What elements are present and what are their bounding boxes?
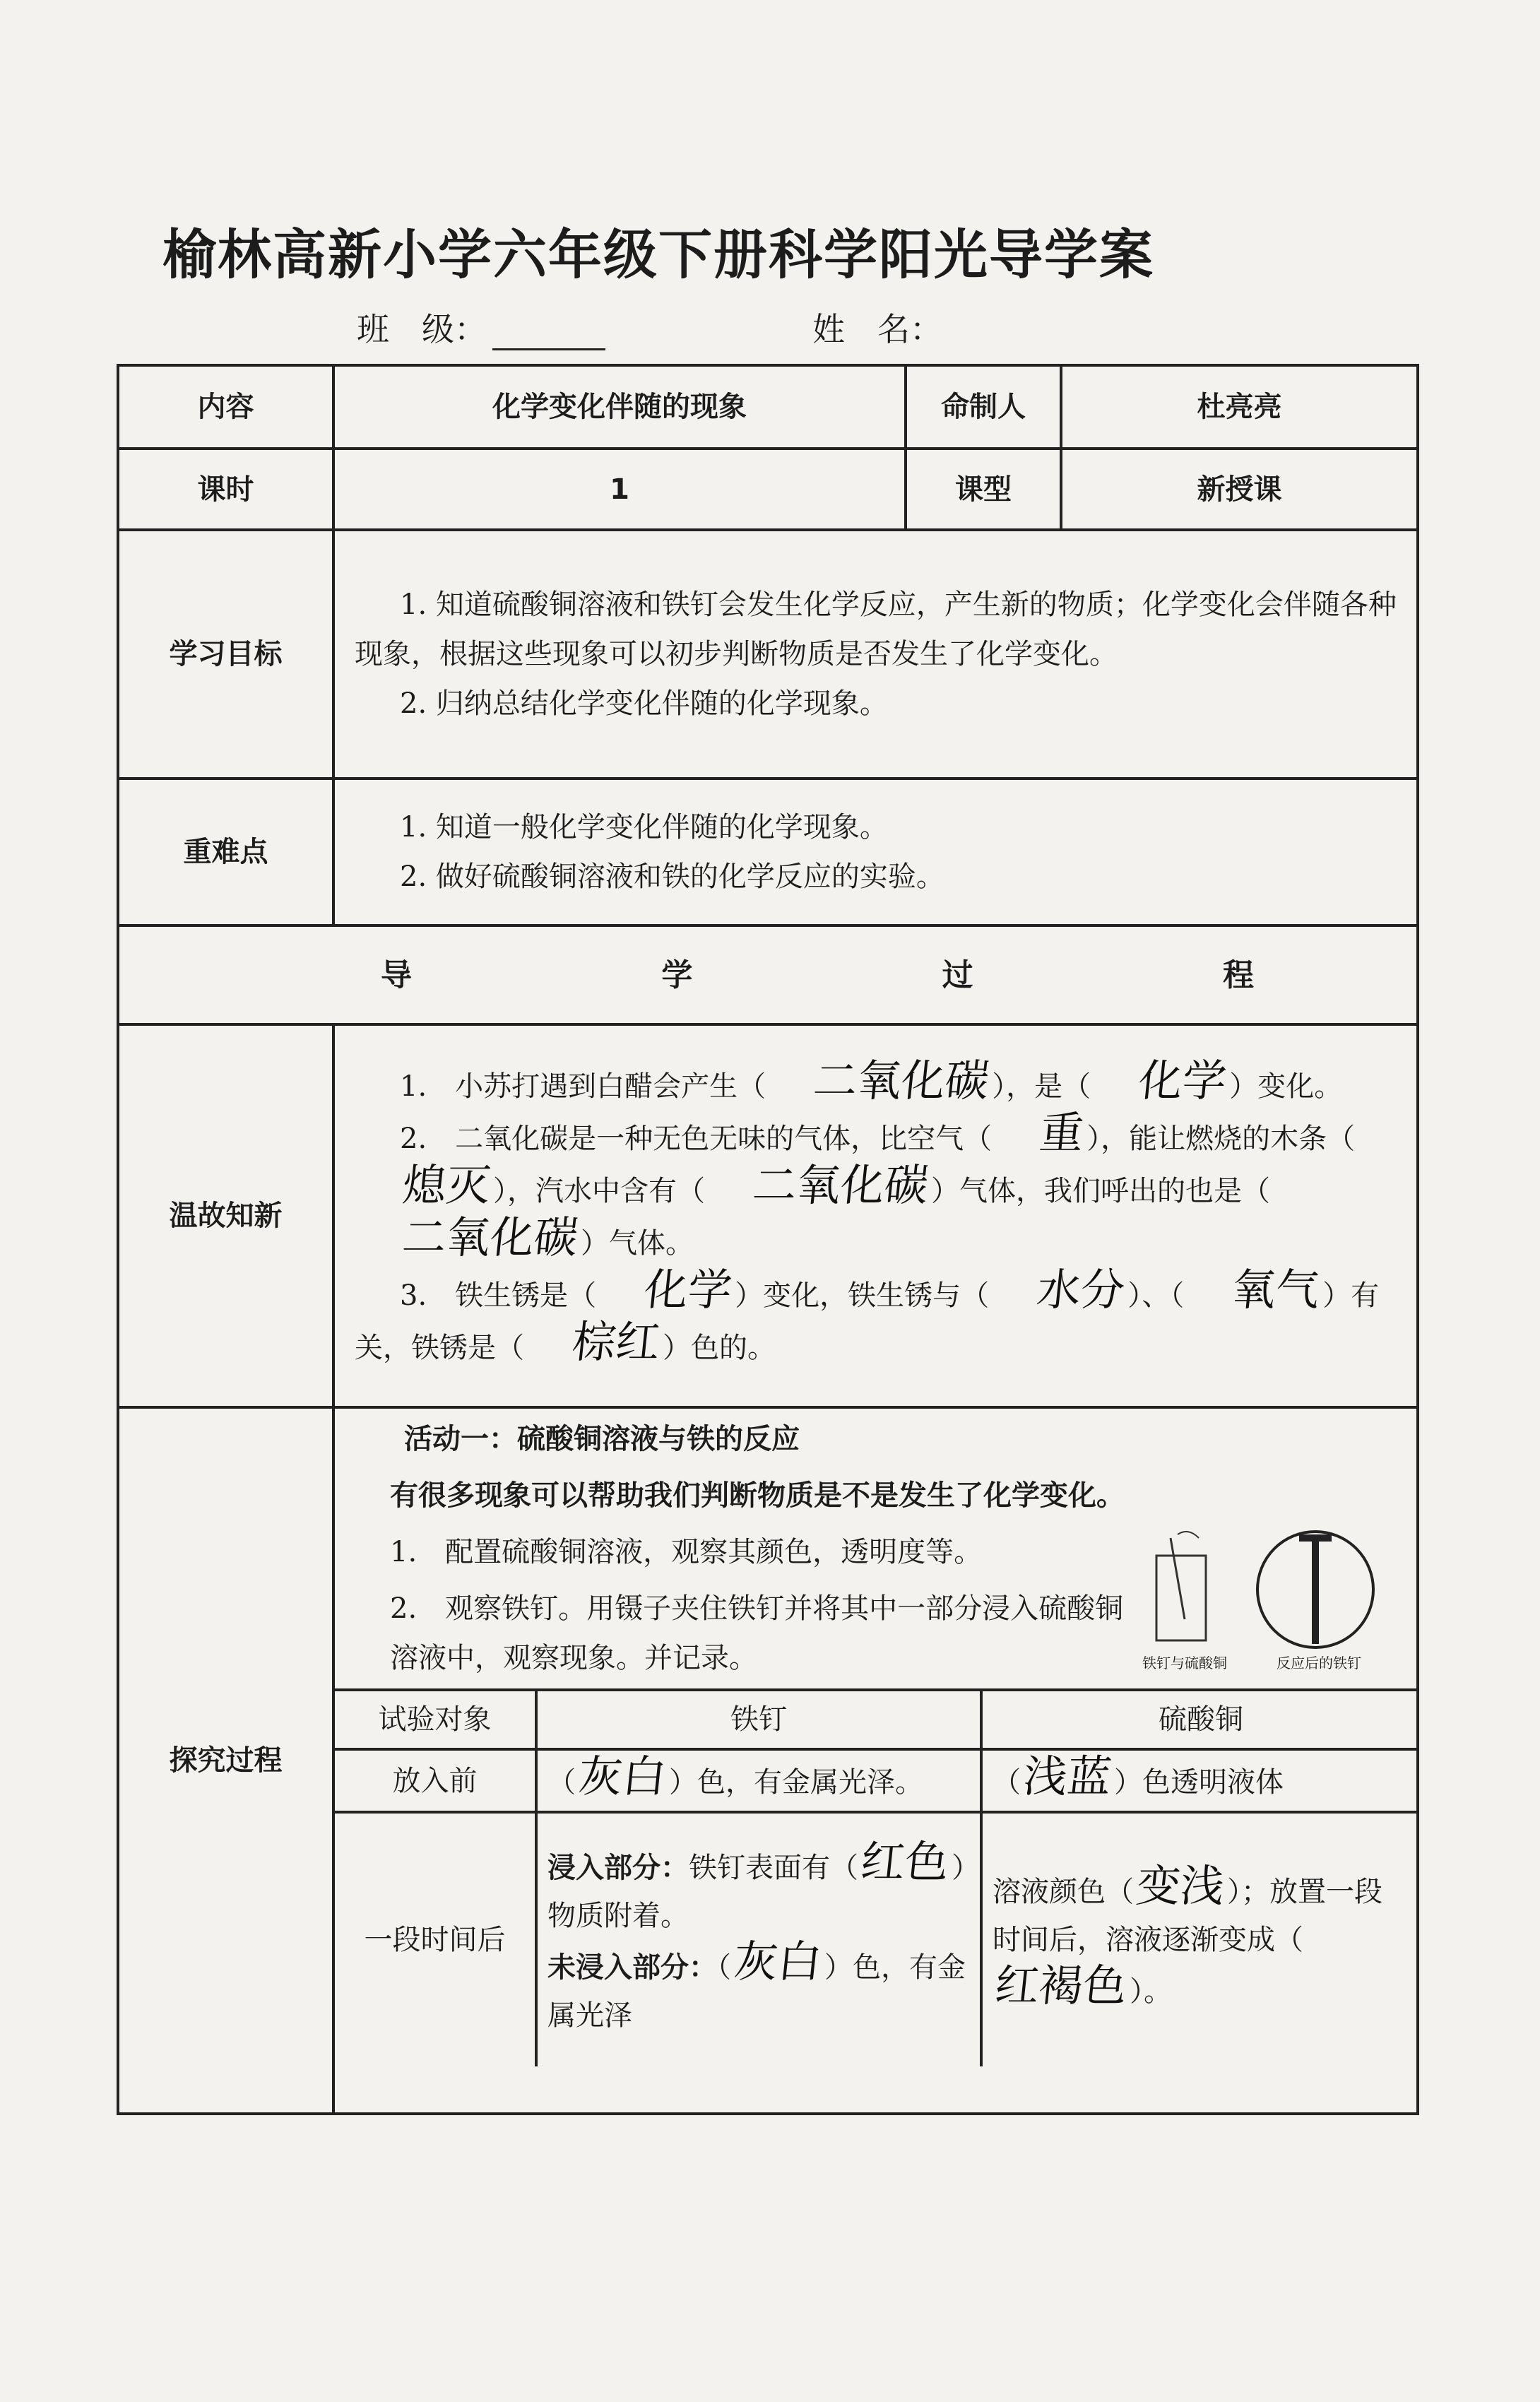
process-header: [118, 925, 1418, 1024]
keypoint-item-1: 1. 知道一般化学变化伴随的化学现象。: [400, 811, 888, 844]
review-content: [333, 1024, 1418, 1407]
class-field: [357, 304, 605, 350]
figure-caption-2: 反应后的铁钉: [1277, 1655, 1361, 1672]
nail-head-icon: [1299, 1534, 1332, 1542]
goals-content: [333, 530, 1418, 779]
review-q1-text-a: 1. 小苏打遇到白醋会产生（: [400, 1070, 766, 1103]
review-q3-text-a: 3. 铁生锈是（: [400, 1279, 597, 1312]
before-copper-text-b: ）色透明液体: [1114, 1766, 1284, 1799]
process-char-1: 导: [381, 957, 412, 993]
after-nail-text-1: 铁钉表面有（: [689, 1852, 858, 1884]
review-q3-text-e: ）色的。: [663, 1332, 776, 1364]
type-label: 课型: [906, 449, 1061, 530]
experiment-figure: [1142, 1527, 1397, 1676]
before-nail-text-b: ）色，有金属光泽。: [669, 1766, 924, 1799]
review-q3: [355, 1264, 1397, 1373]
review-q1-answer-2: 化学: [1136, 1055, 1230, 1106]
type-value: 新授课: [1061, 449, 1418, 530]
review-q2: [355, 1107, 1397, 1268]
review-q3-answer-3: 氧气: [1229, 1264, 1323, 1315]
review-q1-text-b: ），是（: [992, 1070, 1091, 1103]
content-label: 内容: [118, 365, 333, 449]
process-char-2: 学: [661, 957, 693, 993]
activity-lead: 有很多现象可以帮助我们判断物质是不是发生了化学变化。: [390, 1479, 1125, 1512]
step-1: 1. 配置硫酸铜溶液，观察其颜色，透明度等。: [390, 1536, 983, 1568]
review-q2-text-c: ），汽水中含有（: [493, 1175, 706, 1207]
period-value: 1: [333, 449, 906, 530]
review-q1-text-c: ）变化。: [1229, 1070, 1343, 1103]
before-label: 放入前: [335, 1749, 536, 1812]
after-row: [335, 1812, 1419, 2066]
review-q2-text-b: ），能让燃烧的木条（: [1086, 1123, 1356, 1155]
before-nail: [536, 1749, 981, 1812]
review-label: 温故知新: [118, 1024, 333, 1407]
keypoints-content: [333, 779, 1418, 925]
after-nail-dry-label: 未浸入部分：: [547, 1951, 717, 1984]
process-char-3: 过: [942, 957, 973, 993]
after-nail-text-3: （: [717, 1951, 731, 1984]
review-q3-text-c: ）、（: [1127, 1279, 1185, 1312]
before-nail-text-a: （: [547, 1766, 576, 1799]
review-q2-answer-4: 二氧化碳: [400, 1212, 581, 1263]
goal-item-2: 2. 归纳总结化学变化伴随的化学现象。: [400, 687, 888, 720]
header-object: 试验对象: [335, 1690, 536, 1749]
before-copper: [981, 1749, 1419, 1812]
keypoints-label: 重难点: [118, 779, 333, 925]
content-row: [118, 365, 1418, 449]
review-q2-text-d: ）气体，我们呼出的也是（: [931, 1175, 1271, 1207]
class-blank: [492, 320, 605, 350]
keypoint-item-2: 2. 做好硫酸铜溶液和铁的化学反应的实验。: [400, 860, 944, 893]
tweezer-tip-icon: [1178, 1532, 1199, 1538]
explore-content: [333, 1407, 1418, 2114]
header-nail: 铁钉: [536, 1690, 981, 1749]
process-char-4: 程: [1222, 957, 1254, 993]
review-q3-text-b: ）变化，铁生锈与（: [735, 1279, 990, 1312]
review-q1-answer-1: 二氧化碳: [811, 1055, 993, 1106]
before-copper-answer: 浅蓝: [1021, 1751, 1114, 1802]
beaker-and-nail-icon: [1142, 1527, 1397, 1651]
after-copper-text-2: ）；放置一段时间后，溶液逐渐变成（: [993, 1876, 1383, 1956]
explore-row: [118, 1407, 1418, 2114]
keypoints-row: [118, 779, 1418, 925]
explore-label: 探究过程: [118, 1407, 333, 2114]
author-label: 命制人: [906, 365, 1061, 449]
observation-table: [335, 1688, 1419, 2066]
after-copper-answer-1: 变浅: [1134, 1860, 1227, 1912]
process-header-row: [118, 925, 1418, 1024]
review-q3-answer-4: 棕红: [569, 1316, 663, 1368]
name-label: 姓 名：: [812, 310, 942, 348]
review-q2-text-e: ）气体。: [581, 1227, 694, 1260]
goals-label: 学习目标: [118, 530, 333, 779]
after-nail: [536, 1812, 981, 2066]
review-q2-answer-1: 重: [1037, 1107, 1087, 1159]
before-row: [335, 1749, 1419, 1812]
review-q3-answer-2: 水分: [1034, 1264, 1128, 1315]
period-label: 课时: [118, 449, 333, 530]
after-label: 一段时间后: [335, 1812, 536, 2066]
worksheet-table: [117, 364, 1419, 2115]
observation-header-row: [335, 1690, 1419, 1749]
after-copper-text-3: ）。: [1130, 1975, 1173, 2008]
after-nail-text-4: ）色，有金属光泽: [547, 1951, 966, 2032]
goal-item-1: 1. 知道硫酸铜溶液和铁钉会发生化学反应，产生新的物质；化学变化会伴随各种现象，根据这些现象可以初步判断物质是否发生了化学变化。: [355, 588, 1397, 670]
activity-title: 活动一：硫酸铜溶液与铁的反应: [404, 1423, 800, 1455]
review-q3-text-d: ）有关，铁锈是（: [355, 1279, 1380, 1364]
after-copper: [981, 1812, 1419, 2066]
content-value: 化学变化伴随的现象: [333, 365, 906, 449]
review-q3-answer-1: 化学: [641, 1264, 735, 1315]
figure-caption-1: 铁钉与硫酸铜: [1142, 1655, 1227, 1672]
header-copper-sulfate: 硫酸铜: [981, 1690, 1419, 1749]
name-field: [812, 304, 942, 350]
after-nail-immersed-label: 浸入部分：: [547, 1852, 689, 1884]
step-2: 2. 观察铁钉。用镊子夹住铁钉并将其中一部分浸入硫酸铜溶液中，观察现象。并记录。: [390, 1592, 1124, 1674]
before-copper-text-a: （: [993, 1766, 1021, 1799]
after-copper-answer-2: 红褐色: [993, 1960, 1130, 2011]
before-nail-answer: 灰白: [576, 1751, 669, 1802]
after-nail-text-2: ）物质附着。: [547, 1852, 966, 1932]
worksheet-title: 榆林高新小学六年级下册科学阳光导学案: [162, 223, 1154, 286]
review-q2-answer-2: 熄灭: [400, 1159, 493, 1211]
author-value: 杜亮亮: [1061, 365, 1418, 449]
review-row: [118, 1024, 1418, 1407]
class-label: 班 级：: [357, 310, 487, 348]
goals-row: [118, 530, 1418, 779]
after-nail-answer-2: 灰白: [731, 1936, 824, 1987]
period-row: [118, 449, 1418, 530]
tweezer-icon: [1171, 1538, 1185, 1619]
after-nail-answer-1: 红色: [858, 1836, 952, 1888]
review-q2-text-a: 2. 二氧化碳是一种无色无味的气体，比空气（: [400, 1123, 993, 1155]
review-q2-answer-3: 二氧化碳: [750, 1159, 931, 1211]
review-q1: [355, 1055, 1397, 1111]
after-copper-text-1: 溶液颜色（: [993, 1876, 1134, 1908]
